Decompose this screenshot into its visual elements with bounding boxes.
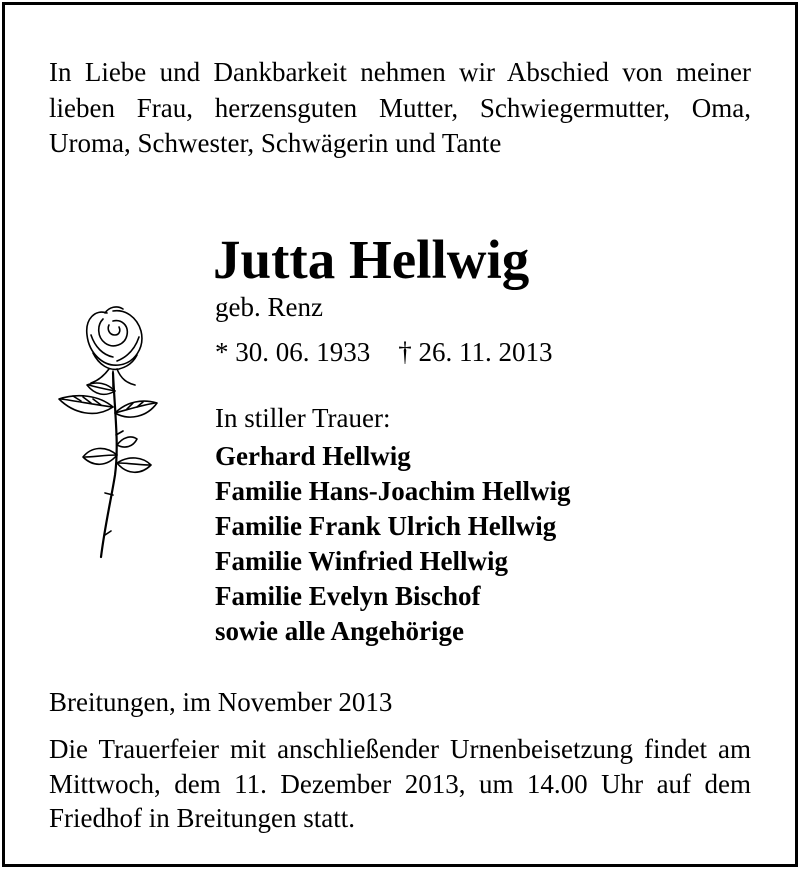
- mourner-entry: Familie Frank Ulrich Hellwig: [215, 511, 557, 541]
- mourner-entry: Familie Hans-Joachim Hellwig: [215, 476, 571, 506]
- place-date: Breitungen, im November 2013: [49, 687, 393, 717]
- mourning-heading: In stiller Trauer:: [215, 403, 391, 433]
- deceased-name: Jutta Hellwig: [213, 229, 530, 290]
- maiden-name: geb. Renz: [215, 292, 323, 322]
- birth-date: * 30. 06. 1933: [215, 337, 371, 367]
- mourner-entry: Familie Winfried Hellwig: [215, 546, 508, 576]
- rose-icon: [47, 295, 167, 570]
- obituary-notice: [2, 2, 798, 867]
- mourner-entry: Familie Evelyn Bischof: [215, 581, 481, 611]
- mourners-list: [215, 439, 570, 649]
- mourner-entry: Gerhard Hellwig: [215, 441, 411, 471]
- ceremony-text: Die Trauerfeier mit anschließender Urnenbeisetzung findet am Mittwoch, dem 11. Dezember 2013, um 14.00 Uhr auf dem Friedhof in Breitungen statt.: [49, 734, 751, 833]
- intro-text: In Liebe und Dankbarkeit nehmen wir Abschied von meiner lieben Frau, herzensguten Mutter, Schwiegermutter, Oma, Uroma, Schwester, Schwägerin und Tante: [49, 57, 751, 158]
- life-dates: [215, 335, 553, 369]
- death-date: † 26. 11. 2013: [398, 337, 553, 367]
- mourner-entry: sowie alle Angehörige: [215, 616, 464, 646]
